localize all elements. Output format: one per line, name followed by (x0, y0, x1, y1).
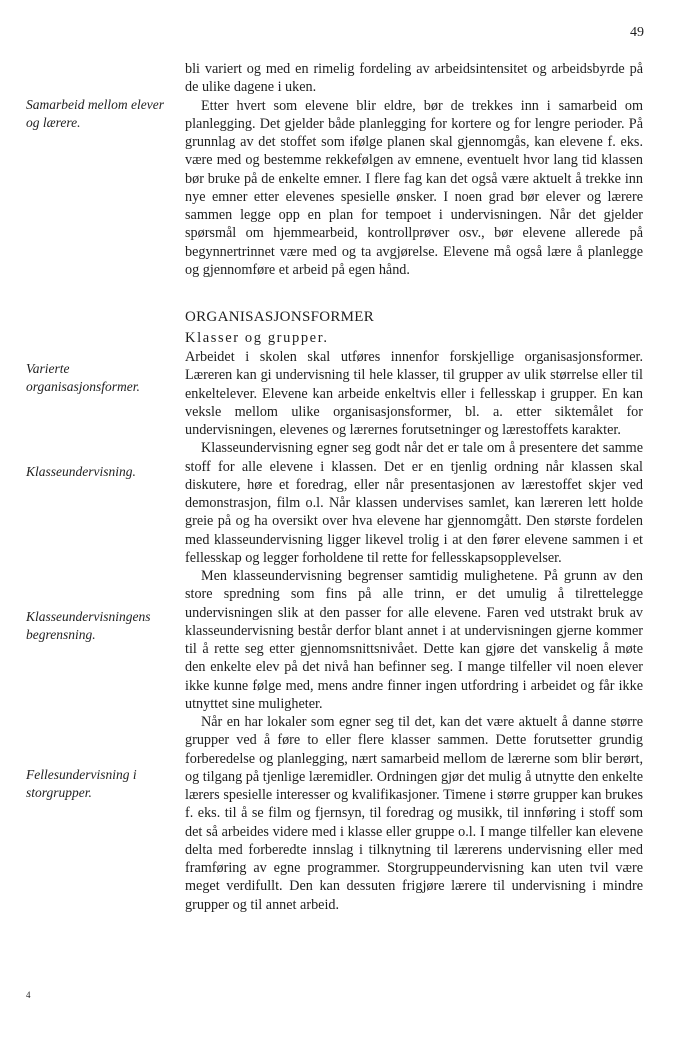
paragraph: Når en har lokaler som egner seg til det, kan det være aktuelt å danne større grupper ved å føre to eller flere klasser sammen. Dette forutsetter grundig forberedelse og planlegging, nært samarbeid mellom de lærerne som blir berørt, og tilgang på tjenlige læremidler. Ordningen gjør det mulig å utnytte den enkelte lærers spesielle interesser og kvalifikasjoner. Timene i større grupper kan brukes f. eks. til å se film og fjernsyn, til foredrag og musikk, til innføring i stoff som det så arbeides videre med i klasse eller gruppe o.l. I mange tilfeller kan elevene delta med forberedte innslag i tilknytning til lærerens undervisning eller med framføring av egne programmer. Storgruppeundervisning kan uten tvil være meget verdifullt. Den kan dessuten frigjøre lærere til undervisning i mindre grupper og til annet arbeid. (185, 714, 643, 913)
section-heading: ORGANISASJONSFORMER (185, 309, 375, 325)
paragraph: Men klasseundervisning begrenser samtidig mulighetene. På grunn av den store spredning som fins på alle trinn, er det umulig å tilrettelegge undervisningen slik at den passer for alle elevene. Faren ved utstrakt bruk av klasseundervisning består derfor blant annet i at undervisningen gjerne kommer til å rette seg etter gjennomsnittsnivået. Dette kan gjøre det vanskelig å møte den enkelte elev på det nivå han befinner seg. I mange tilfeller vil noen elever ikke kunne følge med, mens andre finner ingen utfordring i arbeidet og får ikke utnyttet sine muligheter. (185, 568, 643, 712)
margin-note-begrensning: Klasseundervisningens begrensning. (26, 609, 151, 642)
paragraph: bli variert og med en rimelig fordeling av arbeidsintensitet og arbeidsbyrde på de ulike dagene i uken. (185, 61, 643, 96)
page-number: 49 (630, 25, 644, 40)
margin-note-fellesundervisning: Fellesundervisning i storgrupper. (26, 767, 137, 800)
footer-mark: 4 (26, 990, 31, 1000)
paragraph: Klasseundervisning egner seg godt når det er tale om å presentere det samme stoff for alle elevene i klassen. Det er en tjenlig ordning når klassen skal diskutere, høre et foredrag, eller når presentasjonen av lærestoffet skjer ved demonstrasjon, film o.l. Når klassen undervises samlet, kan læreren lett holde greie på og ha oversikt over hva elevene har gjennomgått. Den største fordelen med klasseundervisning ligger likevel trolig i at den fører elevene sammen i et fellesskap og legger forholdene til rette for fellesskapsopplevelser. (185, 440, 643, 566)
margin-note-varierte: Varierte organisasjonsformer. (26, 361, 140, 394)
margin-note-klasseundervisning: Klasseundervisning. (26, 464, 136, 479)
section-subheading: Klasser og grupper. (185, 330, 329, 346)
paragraph: Etter hvert som elevene blir eldre, bør de trekkes inn i samarbeid om planlegging. Det gjelder både planlegging for kortere og for lengre perioder. På grunnlag av det stoffet som ifølge planen skal gjennomgås, kan elevene f. eks. være med og bestemme rekkefølgen av emnene, eventuelt hvor lang tid klassen bør bruke på de enkelte emner. I flere fag kan det også være aktuelt å trekke inn nye emner etter elevenes spesielle ønsker. I noen grad bør elever og lærere sammen legge opp en plan for tempoet i undervisningen. Når det gjelder spørsmål om hjemmearbeid, kontrollprøver osv., bør elevene allerede på begynnertrinnet være med og ta avgjørelse. Elevene må også lære å planlegge og gjennomføre et arbeid på egen hånd. (185, 97, 643, 278)
main-text (185, 60, 643, 914)
margin-note-samarbeid: Samarbeid mellom elever og lærere. (26, 97, 164, 130)
paragraph: Arbeidet i skolen skal utføres innenfor forskjellige organisasjonsformer. Læreren kan gi undervisning til hele klasser, til grupper av ulik størrelse eller til enkeltelever. Elevene kan arbeide enkeltvis eller i fellesskap i grupper. En kan veksle mellom ulike organisasjonsformer, bl. a. etter siktemålet for undervisningen, elevenes og lærernes forutsetninger og lærestoffets karakter. (185, 349, 643, 438)
